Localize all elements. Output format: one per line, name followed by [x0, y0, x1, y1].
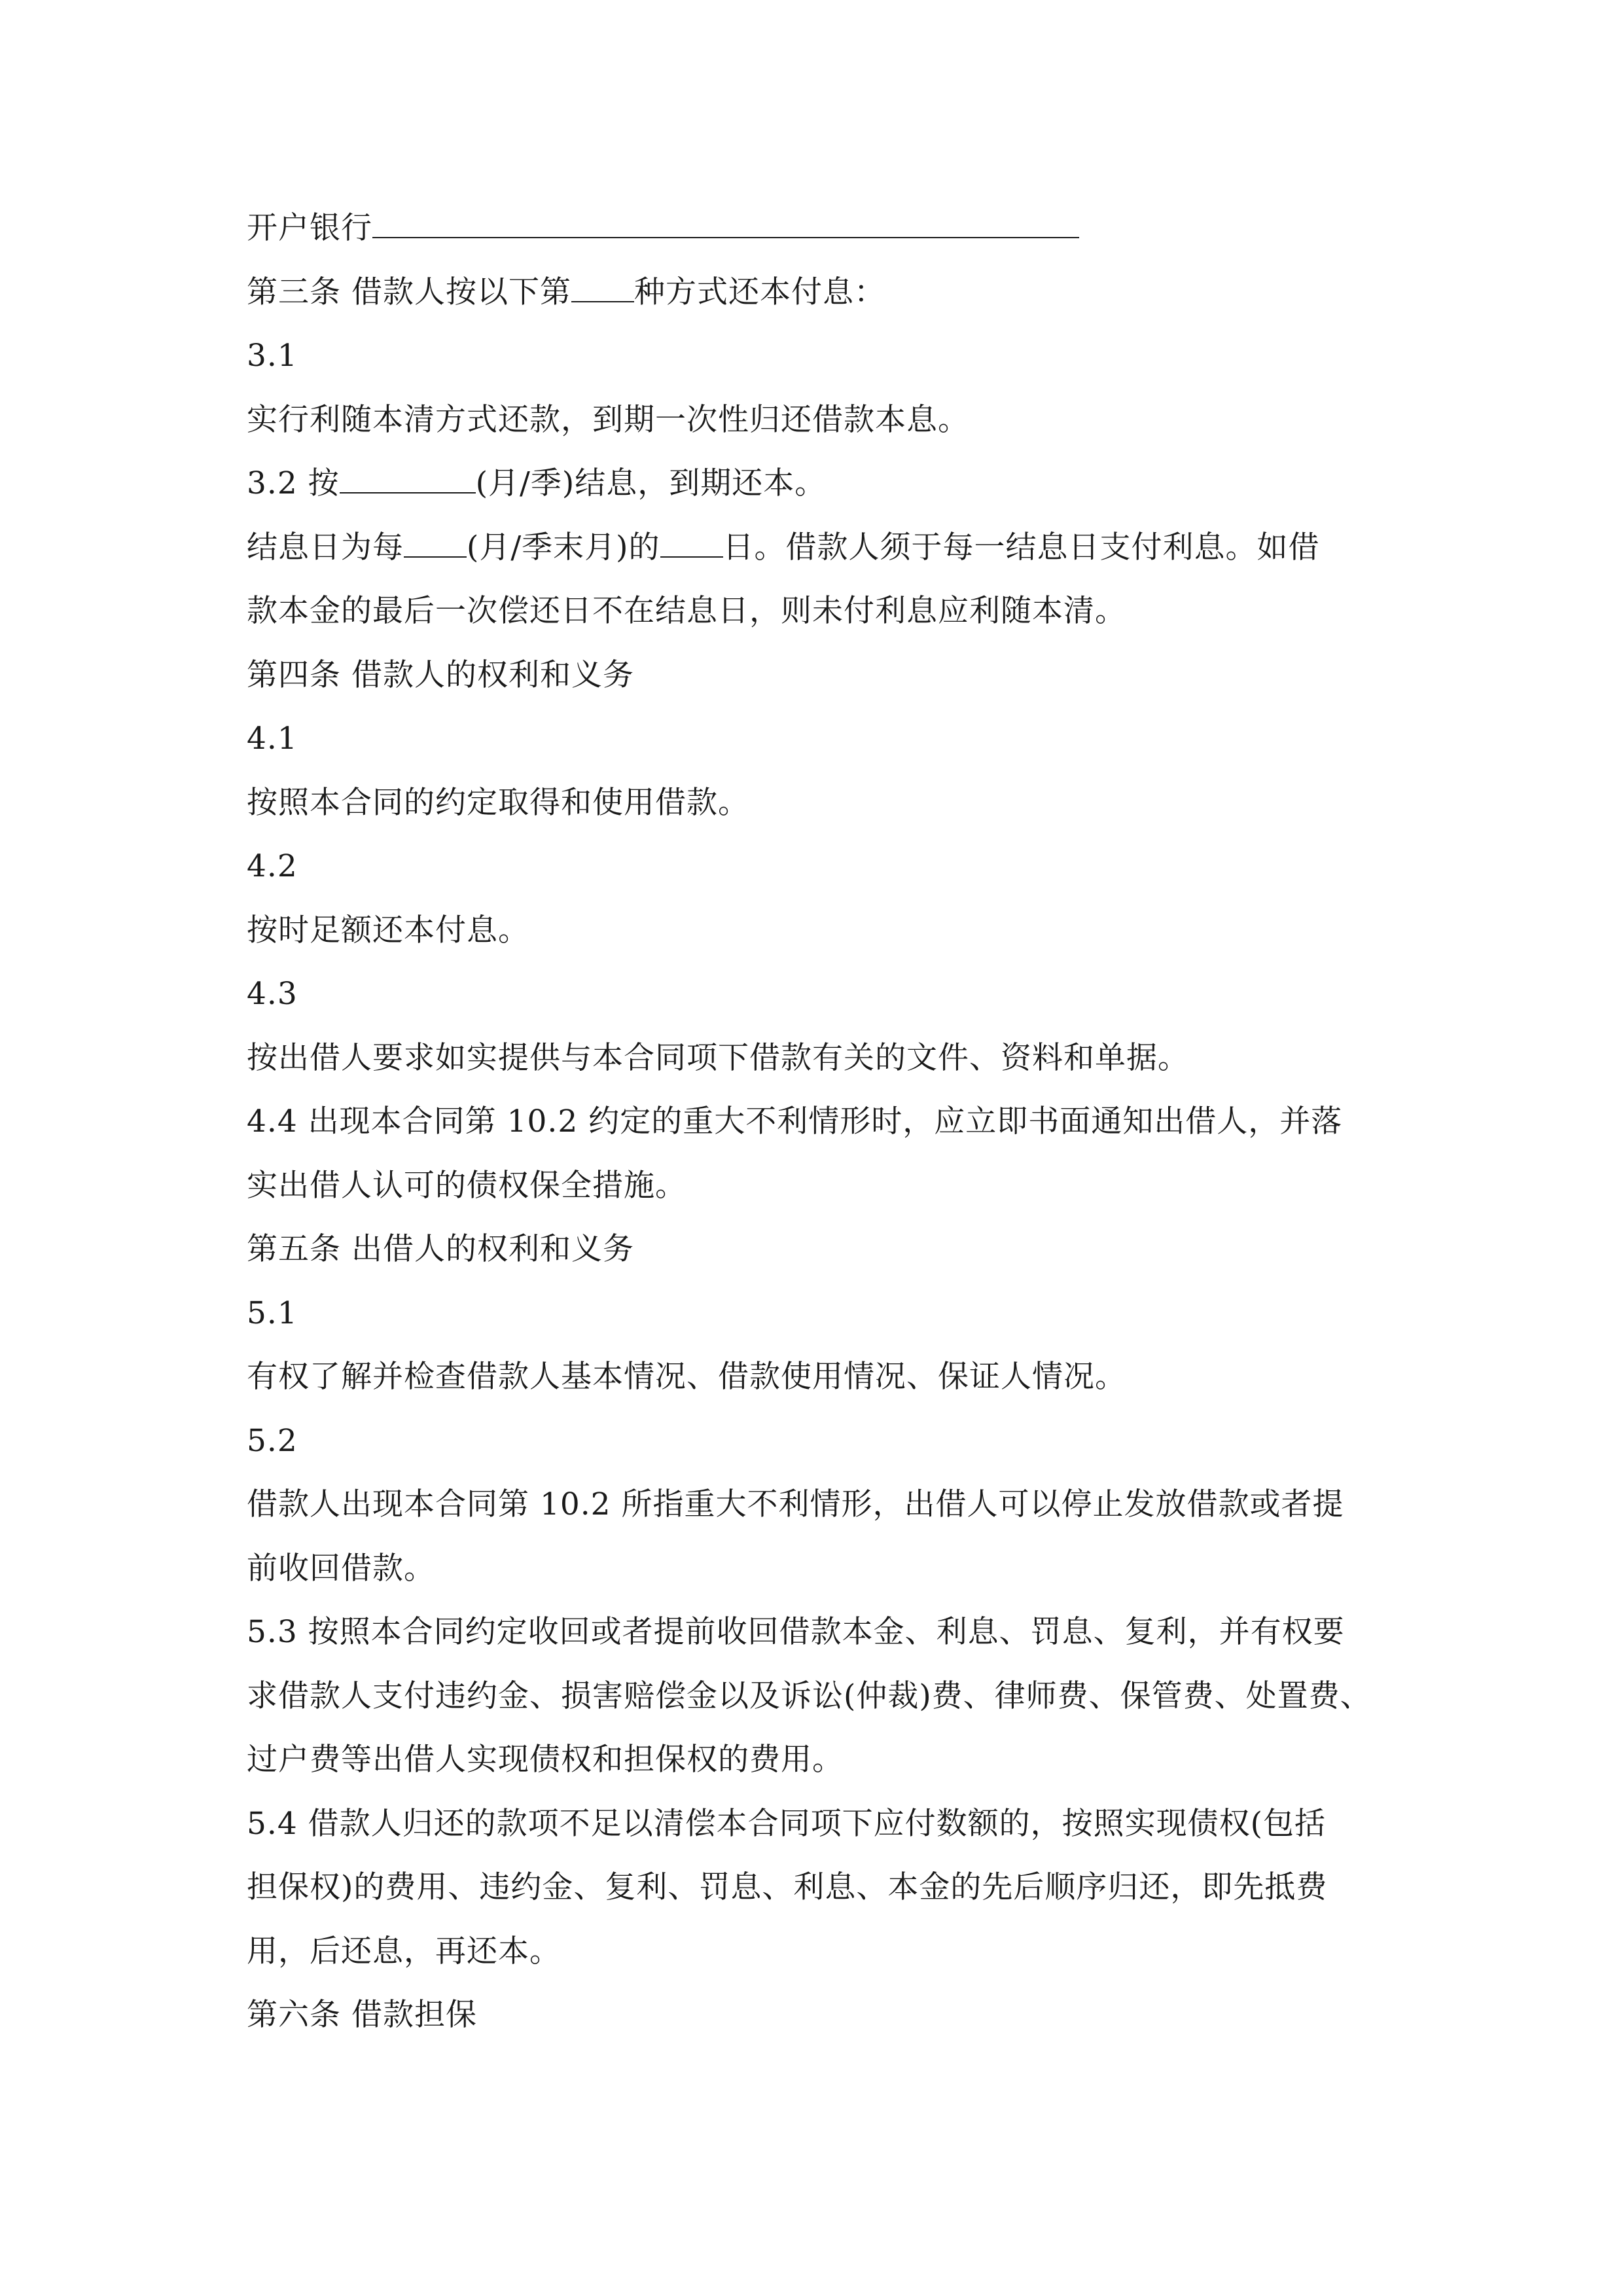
article-4-heading: 第四条 借款人的权利和义务	[247, 656, 634, 693]
clause-4-3-text: 按出借人要求如实提供与本合同项下借款有关的文件、资料和单据。	[247, 1039, 1189, 1076]
clause-4-2-number: 4.2	[247, 848, 298, 884]
clause-4-4-line-1: 4.4 出现本合同第 10.2 约定的重大不利情形时，应立即书面通知出借人，并落	[247, 1103, 1343, 1139]
article-6-heading: 第六条 借款担保	[247, 1997, 477, 2033]
bank-blank	[372, 211, 1079, 238]
clause-5-1-text: 有权了解并检查借款人基本情况、借款使用情况、保证人情况。	[247, 1359, 1126, 1395]
bank-label: 开户银行	[247, 210, 372, 246]
clause-3-2-settlement-day: 结息日为每 (月/季末月)的 日。借款人须于每一结息日支付利息。如借	[247, 529, 1320, 565]
clause-3-1-text: 实行利随本清方式还款，到期一次性归还借款本息。	[247, 401, 969, 438]
clause-5-3-line-3: 过户费等出借人实现债权和担保权的费用。	[247, 1742, 844, 1778]
period-blank	[340, 466, 476, 493]
clause-3-2: 3.2 按 (月/季)结息，到期还本。	[247, 465, 827, 501]
clause-5-2-line-2: 前收回借款。	[247, 1550, 435, 1587]
clause-5-3-line-1: 5.3 按照本合同约定收回或者提前收回借款本金、利息、罚息、复利，并有权要	[247, 1614, 1345, 1650]
contract-page	[247, 196, 1379, 2047]
clause-4-1-text: 按照本合同的约定取得和使用借款。	[247, 784, 749, 821]
clause-5-1-number: 5.1	[247, 1295, 298, 1331]
clause-3-2-continued: 款本金的最后一次偿还日不在结息日，则未付利息应利随本清。	[247, 593, 1126, 629]
clause-5-2-line-1: 借款人出现本合同第 10.2 所指重大不利情形，出借人可以停止发放借款或者提	[247, 1486, 1344, 1522]
settlement-day-blank	[660, 530, 723, 558]
clause-5-3-line-2: 求借款人支付违约金、损害赔偿金以及诉讼(仲裁)费、律师费、保管费、处置费、	[247, 1677, 1372, 1714]
bank-line	[247, 196, 1379, 260]
article-5-heading: 第五条 出借人的权利和义务	[247, 1231, 634, 1267]
article-3-heading: 第三条 借款人按以下第 种方式还本付息：	[247, 274, 885, 310]
clause-4-4-line-2: 实出借人认可的债权保全措施。	[247, 1167, 687, 1204]
clause-4-2-text: 按时足额还本付息。	[247, 912, 529, 948]
method-blank	[571, 275, 634, 302]
clause-3-1-number: 3.1	[247, 338, 298, 374]
clause-5-4-line-1: 5.4 借款人归还的款项不足以清偿本合同项下应付数额的，按照实现债权(包括	[247, 1805, 1327, 1842]
clause-4-3-number: 4.3	[247, 976, 298, 1012]
settlement-period-blank	[404, 530, 467, 558]
clause-4-1-number: 4.1	[247, 721, 298, 757]
clause-5-4-line-2: 担保权)的费用、违约金、复利、罚息、利息、本金的先后顺序归还，即先抵费	[247, 1869, 1328, 1905]
clause-5-4-line-3: 用，后还息，再还本。	[247, 1933, 561, 1969]
clause-5-2-number: 5.2	[247, 1422, 298, 1459]
